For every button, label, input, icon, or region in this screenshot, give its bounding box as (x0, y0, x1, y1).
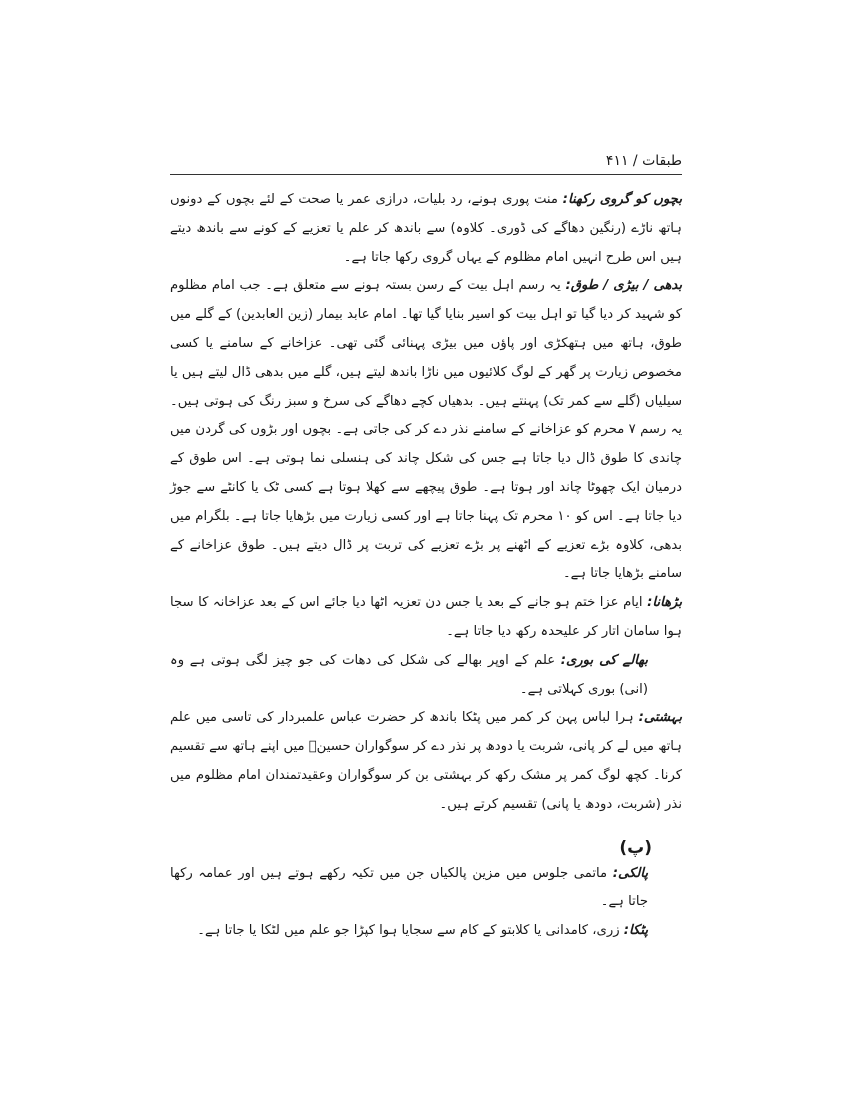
entry-palki (170, 860, 682, 918)
entry-bhale-ki-bori (170, 647, 682, 705)
entry-text: ہرا لباس پہن کر کمر میں پٹکا باندھ کر حضرت عباس علمبردار کی تاسی میں علم ہاتھ میں لے کر پانی، شربت یا دودھ پر نذر دے کر سوگواران حسینؑ میں اپنے ہاتھ سے تقسیم کرنا۔ کچھ لوگ کمر پر مشک رکھ کر بہشتی بن کر سوگواران وعقیدتمندان امام مظلوم میں نذر (شربت، دودھ یا پانی) تقسیم کرتے ہیں۔ (170, 710, 682, 812)
entry-text: ایام عزا ختم ہو جانے کے بعد یا جس دن تعزیہ اٹھا دیا جائے اس کے بعد عزاخانہ کا سجا ہوا سامان اتار کر علیحدہ رکھ دیا جاتا ہے۔ (170, 595, 682, 639)
entry-patka (170, 917, 682, 946)
glossary-content (170, 186, 682, 946)
running-head: طبقات / ۴۱۱ (605, 153, 682, 169)
entry-term: بدھی / بیڑی / طوق: (565, 278, 682, 294)
entry-term: بہشتی: (638, 710, 682, 726)
entry-text: ماتمی جلوس میں مزین پالکیاں جن میں تکیہ رکھے ہوتے ہیں اور عمامہ رکھا جاتا ہے۔ (170, 865, 648, 910)
entry-text: یہ رسم اہل بیت کے رسن بستہ ہونے سے متعلق ہے۔ جب امام مظلوم کو شہید کر دیا گیا تو اہل بیت کو اسیر بنایا گیا تھا۔ امام عابد بیمار (زین العابدین) کے گلے میں طوق، ہاتھ میں ہتھکڑی اور پاؤں میں بیڑی پہنائی گئی تھی۔ عزاخانے کے سامنے یا کسی مخصوص زیارت پر گھر کے لوگ کلائیوں میں ناڑا باندھ لیتے ہیں، گلے میں بدھی ڈال لیتے ہیں یا سیلیاں (گلے سے کمر تک) پہنتے ہیں۔ بدھیاں کچے دھاگے کی سرخ و سبز رنگ کی ہوتی ہیں۔ یہ رسم ۷ محرم کو عزاخانے کے سامنے نذر دے کر کی جاتی ہے۔ بچوں اور بڑوں کی گردن میں چاندی کا طوق ڈال دیا جاتا ہے جس کی شکل چاند کی ہنسلی نما ہوتی ہے۔ اس طوق کے درمیان ایک چھوٹا چاند اور ہوتا ہے۔ طوق پیچھے سے کھلا ہوتا ہے کسی ٹک یا کانٹے سے جوڑ دیا جاتا ہے۔ اس کو ۱۰ محرم تک پہنا جاتا ہے اور کسی زیارت میں بڑھایا جاتا ہے۔ بلگرام میں بدھی، کلاوہ بڑے تعزیے کے اٹھنے پر بڑے تعزیے کی تربت پر ڈال دیتے ہیں۔ طوق عزاخانے کے سامنے بڑھایا جاتا ہے۔ (170, 278, 682, 582)
section-heading: (پ) (619, 837, 652, 858)
entry-term: پالکی: (612, 865, 648, 881)
entry-term: بڑھانا: (647, 595, 682, 611)
entry-barhana (170, 589, 682, 647)
entry-term: پٹکا: (623, 923, 648, 939)
section-gap (170, 820, 682, 836)
entry-text: زری، کامدانی یا کلابتو کے کام سے سجایا ہوا کپڑا جو علم میں لٹکا یا جاتا ہے۔ (197, 923, 624, 939)
entry-term: بھالے کی بوری: (560, 652, 648, 668)
entry-bachon-ko-girwi (170, 186, 682, 272)
entry-text: علم کے اوپر بھالے کی شکل کی دھات کی جو چیز لگی ہوتی ہے وہ (انی) بوری کہلاتی ہے۔ (170, 652, 648, 697)
entry-term: بچوں کو گروی رکھنا: (562, 192, 682, 207)
entry-budhi-beri-tauq (170, 272, 682, 589)
entry-bahishti (170, 704, 682, 819)
header-rule (170, 174, 682, 175)
entry-text: منت پوری ہونے، رد بلیات، درازی عمر یا صحت کے لئے بچوں کے دونوں ہاتھ ناڑے (رنگین دھاگے کی ڈوری۔ کلاوہ) سے باندھ کر علم یا تعزیے کے کونے سے باندھ دیتے ہیں اس طرح انہیں امام مظلوم کے یہاں گروی رکھا جاتا ہے۔ (170, 192, 682, 265)
